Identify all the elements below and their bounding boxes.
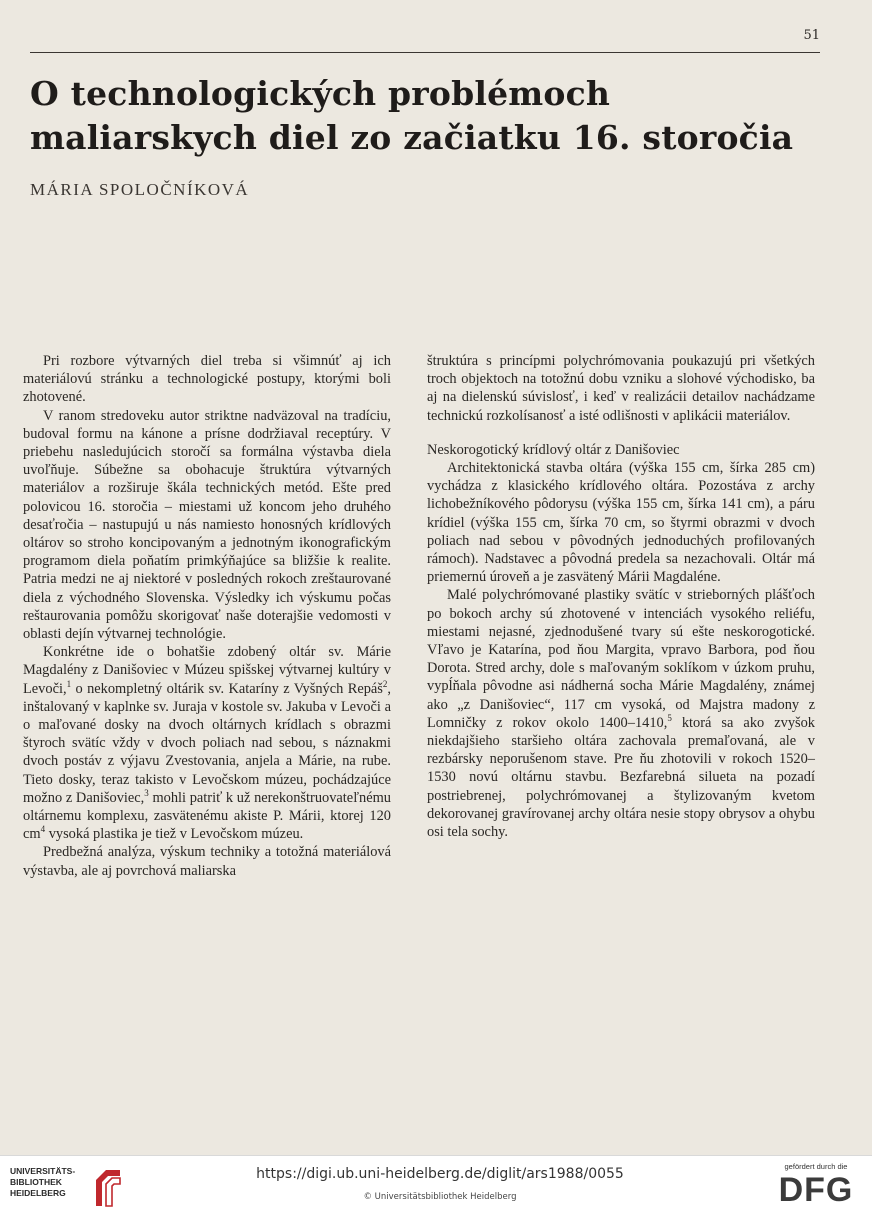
permalink-url[interactable]: https://digi.ub.uni-heidelberg.de/diglit/ars1988/0055 (256, 1166, 624, 1182)
footnote-ref: 1 (66, 678, 72, 689)
footnote-ref: 4 (40, 824, 46, 835)
funder-logo[interactable] (770, 1162, 862, 1216)
paragraph: Predbežná analýza, výskum techniky a totožná materiálová výstavba, ale aj povrchová maliarska (23, 844, 391, 879)
author-name: MÁRIA SPOLOČNÍKOVÁ (30, 180, 250, 199)
paragraph: V ranom stredoveku autor striktne nadväzoval na tradíciu, budoval formu na kánone a prísne dodržiaval receptúry. V priebehu nasledujúcich storočí sa formálna výstavba diela uvoľňuje. Súbežne sa obohacuje štruktúra výtvarných materiálov a rozširuje škála technických metód. Ešte pred polovicou 16. storočia – miestami už koncom jeho druhého desaťročia – nastupujú u nás namiesto honosných krídlových oltárov so stroho koncipovaným a jednotným ikonografickým programom diela poňatím primkýňajúce sa bližšie k realite. Patria medzi ne aj niektoré v posledných rokoch zreštaurované diela z východného Slovenska. Výsledky ich výskumu počas reštaurovania pomôžu skorigovať naše doterajšie vedomosti v oblasti dejín výtvarnej technológie. (23, 407, 391, 643)
section-heading: Neskorogotický krídlový oltár z Danišoviec (427, 441, 680, 458)
title-line-2: maliarskych diel zo začiatku 16. storočia (30, 118, 794, 157)
right-column (427, 352, 815, 841)
paragraph: Pri rozbore výtvarných diel treba si všimnúť aj ich materiálovú stránku a technologické postupy, ktorými boli zhotovené. (23, 353, 391, 406)
left-column (23, 352, 391, 880)
article-title (30, 72, 830, 160)
library-emblem-icon (90, 1166, 126, 1208)
paragraph: Konkrétne ide o bohatšie zdobený oltár sv. Márie Magdalény z Danišoviec v Múzeu spišskej výtvarnej kultúry v Levoči,$^1$ o nekompletný oltárik sv. Kataríny z Vyšných Repáš$^2$, inštalovaný v kaplnke sv. Juraja v kostole sv. Jakuba v Levoči a o maľované dosky na dvoch oltárnych krídlach s obrazmi štyroch svätíc vždy v dvoch poliach nad sebou, s náznakmi dvoch postáv z výjavu Zvestovania, anjela a Márie, na rube. Tieto dosky, teraz takisto v Levočskom múzeu, pochádzajúce možno z Danišoviec,$^3$ mohli patriť k už nerekonštruovateľnému oltárnemu komplexu, zasvätenému akiste P. Márii, ktorej 120 $cm^4$ vysoká plastika je tiež v Levočskom múzeu. (23, 644, 391, 843)
library-logo[interactable]: UNIVERSITÄTS- BIBLIOTHEK HEIDELBERG (10, 1166, 130, 1210)
dfg-logo-text: DFG (778, 1171, 854, 1209)
copyright-notice: © Universitätsbibliothek Heidelberg (363, 1192, 517, 1202)
paragraph: štruktúra s princípmi polychrómovania poukazujú pri všetkých troch objektoch na totožnú dobu vzniku a slohové východisko, ba aj na dielenskú súvislosť, i keď v realizácii detailov nachádzame technickú rozkolísanosť a isté odlišnosti v aplikácii materiálov. (427, 353, 815, 424)
footnote-ref: 5 (667, 713, 672, 724)
paragraph: Architektonická stavba oltára (výška 155 cm, šírka 285 cm) vychádza z klasického krídlového oltára. Pozostáva z archy lichobežníkového pôdorysu (výška 155 cm, šírka 141 cm), a páru krídiel (výška 155 cm, šírka 70 cm, so štyrmi obrazmi v dvoch poliach nad sebou v pôvodných jednoduchých profilovaných rámoch). Nadstavec a pôvodná predela sa nezachovali. Oltár má priemernú úroveň a je zasvätený Márii Magdaléne. (427, 460, 815, 586)
viewer-footer (0, 1155, 872, 1220)
page-number: 51 (803, 28, 820, 43)
funded-by-label: gefördert durch die (784, 1162, 848, 1171)
footnote-ref: 2 (382, 678, 388, 689)
title-line-1: O technologických problémoch (30, 74, 611, 113)
footnote-ref: 3 (144, 788, 149, 799)
header-rule (30, 52, 820, 53)
paragraph: Malé polychrómované plastiky svätíc v strieborných plášťoch po bokoch archy sú zhotovené v intenciách vysokého reliéfu, miestami nejasné, zjednodušené tvary sú ešte neskorogotické. Vľavo je Katarína, pod ňou Margita, vpravo Barbora, pod ňou Dorota. Stred archy, dole s maľovaným soklíkom v úzkom pruhu, vypĺňala pôvodne asi nádherná socha Márie Magdalény, známej ako „z Danišoviec“, 117 cm vysoká, od Majstra madony z Lomničky z rokov okolo 1400–1410,$^5$ ktorá sa ako zvyšok niekdajšieho staršieho oltára zachovala premaľovaná, ale v rezbársky neporušenom stave. Pre ňu zhotovili v rokoch 1520–1530 novú oltárnu stavbu. Bezfarebná silueta na pozadí postriebrenej, polychrómovanej a štylizovaným kvetom dekorovanej gravírovanej archy oltára nesie stopy obrysov a ohybu osi tela sochy. (427, 587, 816, 841)
